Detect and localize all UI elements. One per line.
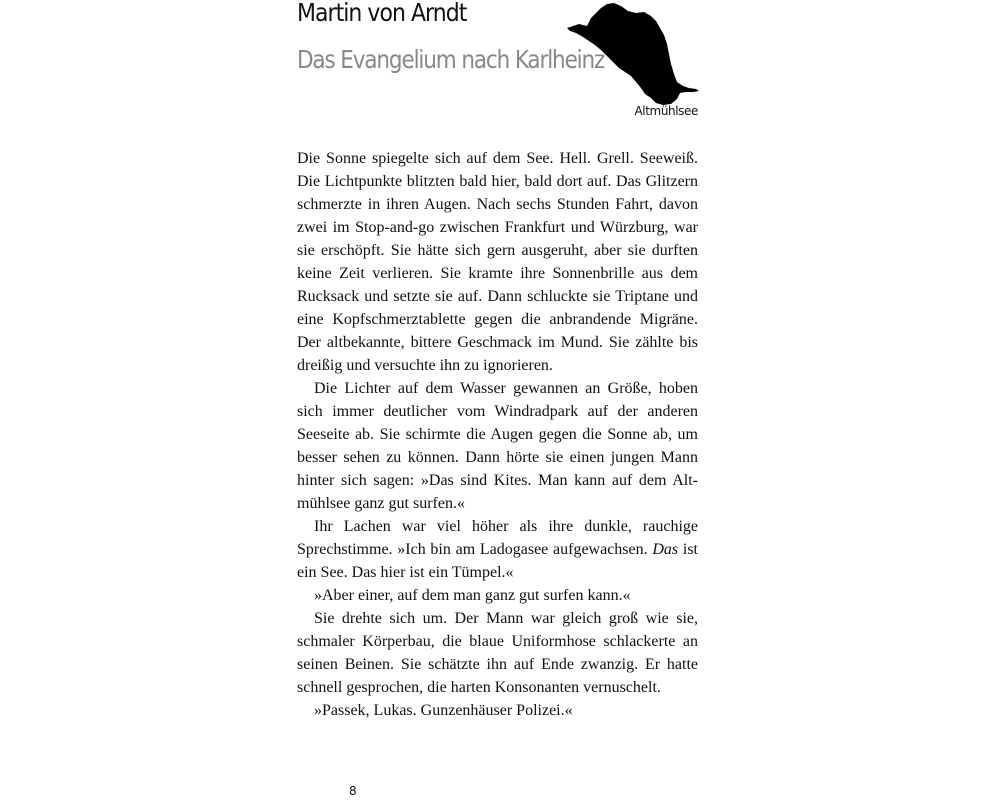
paragraph-text: Ihr Lachen war viel höher als ihre dunkle, rauchige Sprechstimme. »Ich bin am Ladogasee aufgewachsen. xyxy=(297,518,698,558)
paragraph: Sie drehte sich um. Der Mann war gleich groß wie sie, schmaler Körperbau, die blaue Uniformhose schlackerte an seinen Beinen. Sie schätzte ihn auf Ende zwanzig. Er hatte schnell gesprochen, die harten Konsonanten vernuschelt. xyxy=(297,610,698,696)
lake-silhouette-icon xyxy=(565,2,700,106)
paragraph: Die Lichter auf dem Wasser gewannen an Größe, hoben sich immer deutlicher vom Windradpark auf der anderen Seeseite ab. Sie schirmte die Augen gegen die Sonne ab, um besser sehen zu können. Dann hörte sie einen jungen Mann hinter sich sagen: »Das sind Kites. Man kann auf dem Altmühlsee ganz gut surfen.« xyxy=(297,380,698,512)
book-title: Das Evangelium nach Karlheinz xyxy=(297,45,605,74)
paragraph: Die Sonne spiegelte sich auf dem See. Hell. Grell. Seeweiß. Die Lichtpunkte blitzten bald hier, bald dort auf. Das Glitzern schmerzte in ihren Augen. Nach sechs Stunden Fahrt, davon zwei im Stop-and-go zwischen Frankfurt und Würzburg, war sie erschöpft. Sie hätte sich gern ausgeruht, aber sie durften keine Zeit verlieren. Sie kramte ihre Sonnenbrille aus dem Rucksack und setzte sie auf. Dann schluckte sie Triptane und eine Kopfschmerztablette gegen die anbrandende Migräne. Der altbekannte, bittere Geschmack im Mund. Sie zählte bis dreißig und versuchte ihn zu ignorieren. xyxy=(297,150,698,374)
lake-name-label: Altmühlsee xyxy=(634,104,698,118)
page-number: 8 xyxy=(349,784,357,798)
paragraph: »Aber einer, auf dem man ganz gut surfen kann.« xyxy=(314,587,631,604)
paragraph-text: ist ein See. Das hier ist ein Tümpel.« xyxy=(297,541,699,581)
body-text xyxy=(297,147,698,722)
author-name: Martin von Arndt xyxy=(297,0,467,27)
paragraph xyxy=(297,515,698,584)
emphasis-text: Das xyxy=(652,541,679,558)
paragraph: »Passek, Lukas. Gunzenhäuser Polizei.« xyxy=(314,702,573,719)
